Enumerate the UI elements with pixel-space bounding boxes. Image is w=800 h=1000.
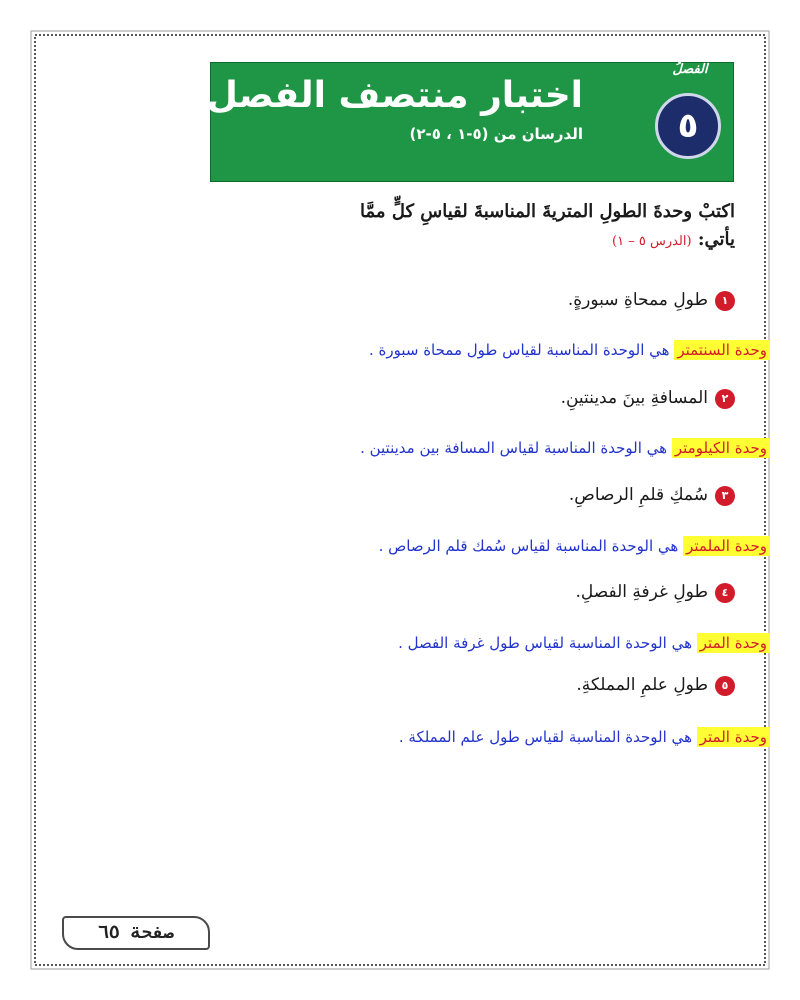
instruction-line-1: اكتبْ وحدةَ الطولِ المتريةَ المناسبةَ لقياسِ كلٍّ ممَّا <box>360 201 735 222</box>
question-text: طولِ علمِ المملكةِ. <box>576 675 708 695</box>
answer-unit-highlight: وحدة الكيلومتر <box>672 438 770 458</box>
answer-text: هي الوحدة المناسبة لقياس المسافة بين مدينتين . <box>360 439 668 457</box>
chapter-number-badge: ٥ <box>655 93 721 159</box>
instruction-line-2 <box>265 226 735 254</box>
answer-4 <box>398 634 770 652</box>
question-4 <box>575 582 735 603</box>
question-text: طولِ غرفةِ الفصلِ. <box>575 582 708 602</box>
question-number-badge: ١ <box>715 291 735 311</box>
answer-5 <box>399 728 770 746</box>
answer-text: هي الوحدة المناسبة لقياس طول علم المملكة . <box>398 728 692 746</box>
answer-2 <box>360 439 770 457</box>
answer-text: هي الوحدة المناسبة لقياس سُمك قلم الرصاص . <box>378 537 679 555</box>
lessons-subtitle: الدرسان من (٥-١ ، ٥-٢) <box>409 125 583 143</box>
question-number-badge: ٣ <box>715 486 735 506</box>
answer-text: هي الوحدة المناسبة لقياس طول ممحاة سبورة . <box>368 341 670 359</box>
question-text: سُمكِ قلمِ الرصاصِ. <box>568 485 708 505</box>
answer-3 <box>379 537 770 555</box>
instruction <box>265 198 735 254</box>
question-3 <box>569 485 735 506</box>
question-text: طولِ ممحاةِ سبورةٍ. <box>567 290 708 310</box>
answer-unit-highlight: وحدة السنتمتر <box>674 340 770 360</box>
answer-unit-highlight: وحدة المتر <box>697 727 770 747</box>
question-text: المسافةِ بينَ مدينتينِ. <box>560 388 708 408</box>
question-number-badge: ٢ <box>715 389 735 409</box>
answer-text: هي الوحدة المناسبة لقياس طول غرفة الفصل . <box>398 634 692 652</box>
instruction-line-2-text: يأتي: <box>697 228 735 250</box>
lesson-reference: (الدرس ٥ – ١) <box>612 233 692 249</box>
answer-1 <box>369 341 770 359</box>
answer-unit-highlight: وحدة الملمتر <box>683 536 770 556</box>
page-title: اختبار منتصف الفصل <box>206 75 583 116</box>
page-number-label: صفحة ٦٥ <box>62 916 210 950</box>
question-2 <box>561 388 735 409</box>
answer-unit-highlight: وحدة المتر <box>697 633 770 653</box>
question-number-badge: ٤ <box>715 583 735 603</box>
chapter-label: الفصلُ <box>672 62 708 77</box>
question-5 <box>576 675 735 696</box>
question-number-badge: ٥ <box>715 676 735 696</box>
question-1 <box>568 290 735 311</box>
